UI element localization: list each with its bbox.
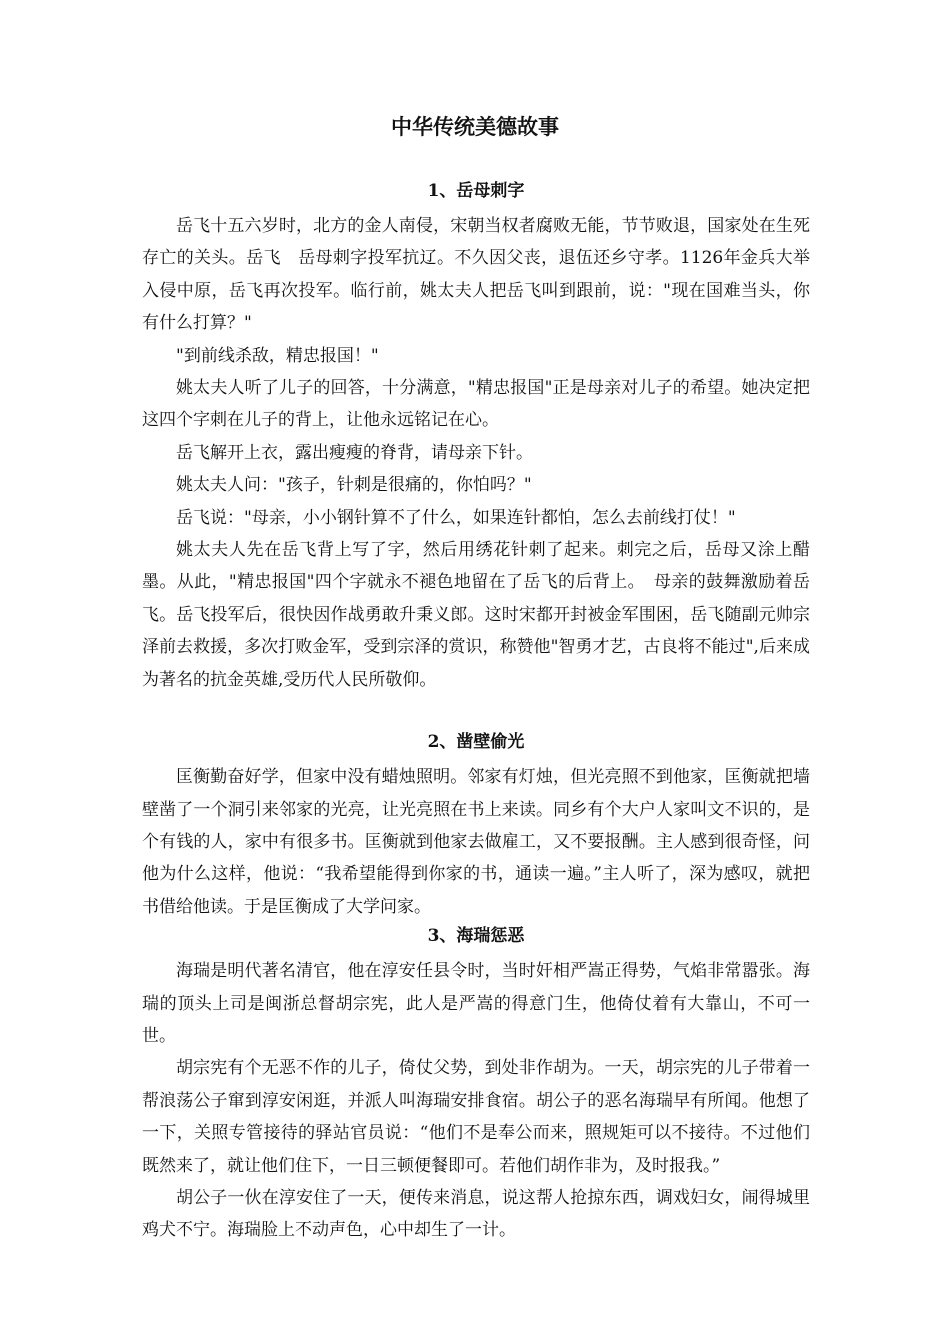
document-body — [142, 178, 810, 1247]
paragraph: 胡宗宪有个无恶不作的儿子，倚仗父势，到处非作胡为。一天，胡宗宪的儿子带着一帮浪荡公子窜到淳安闲逛，并派人叫海瑞安排食宿。胡公子的恶名海瑞早有所闻。他想了一下，关照专管接待的驿站官员说：“他们不是奉公而来，照规矩可以不接待。不过他们既然来了，就让他们住下，一日三顿便餐即可。若他们胡作非为，及时报我。” — [142, 1058, 810, 1176]
section-title: 1、岳母刺字 — [427, 181, 525, 201]
document-title: 中华传统美德故事 — [391, 115, 559, 139]
section-title: 3、海瑞惩恶 — [427, 926, 525, 947]
story-section-2 — [142, 729, 810, 923]
paragraph: 岳飞说："母亲，小小钢针算不了什么，如果连针都怕，怎么去前线打仗！" — [176, 507, 736, 528]
paragraph: 匡衡勤奋好学，但家中没有蜡烛照明。邻家有灯烛，但光亮照不到他家，匡衡就把墙壁凿了一个洞引来邻家的光亮，让光亮照在书上来读。同乡有个大户人家叫文不识的，是个有钱的人，家中有很多书。匡衡就到他家去做雇工，又不要报酬。主人感到很奇怪，问他为什么这样，他说：“我希望能得到你家的书，通读一遍。”主人听了，深为感叹，就把书借给他读。于是匡衡成了大学问家。 — [142, 767, 810, 917]
paragraph: 胡公子一伙在淳安住了一天，便传来消息，说这帮人抢掠东西，调戏妇女，闹得城里鸡犬不宁。海瑞脸上不动声色，心中却生了一计。 — [142, 1187, 810, 1241]
story-section-3 — [142, 923, 810, 1247]
story-section-1 — [142, 178, 810, 696]
paragraph: 海瑞是明代著名清官，他在淳安任县令时，当时奸相严嵩正得势，气焰非常嚣张。海瑞的顶头上司是闽浙总督胡宗宪，此人是严嵩的得意门生，他倚仗着有大靠山，不可一世。 — [142, 961, 810, 1046]
paragraph: 姚太夫人问："孩子，针刺是很痛的，你怕吗？" — [176, 475, 532, 496]
paragraph: "到前线杀敌，精忠报国！" — [176, 345, 379, 366]
paragraph: 姚太夫人先在岳飞背上写了字，然后用绣花针刺了起来。刺完之后，岳母又涂上醋墨。从此，"精忠报国"四个字就永不褪色地留在了岳飞的后背上。 母亲的鼓舞激励着岳飞。岳飞投军后，很快因作战勇敢升秉义郎。这时宋都开封被金军围困，岳飞随副元帅宗泽前去救援，多次打败金军，受到宗泽的赏识，称赞他"智勇才艺，古良将不能过",后来成为著名的抗金英雄,受历代人民所敬仰。 — [142, 540, 810, 690]
section-title: 2、凿壁偷光 — [427, 732, 525, 753]
paragraph: 岳飞解开上衣，露出瘦瘦的脊背，请母亲下针。 — [176, 442, 533, 463]
paragraph: 姚太夫人听了儿子的回答，十分满意，"精忠报国"正是母亲对儿子的希望。她决定把这四个字刺在儿子的背上，让他永远铭记在心。 — [142, 378, 810, 431]
paragraph: 岳飞十五六岁时，北方的金人南侵，宋朝当权者腐败无能，节节败退，国家处在生死存亡的关头。岳飞 岳母刺字投军抗辽。不久因父丧，退伍还乡守孝。1126年金兵大举入侵中原，岳飞再次投军。临行前，姚太夫人把岳飞叫到跟前，说："现在国难当头，你有什么打算？" — [142, 216, 810, 334]
